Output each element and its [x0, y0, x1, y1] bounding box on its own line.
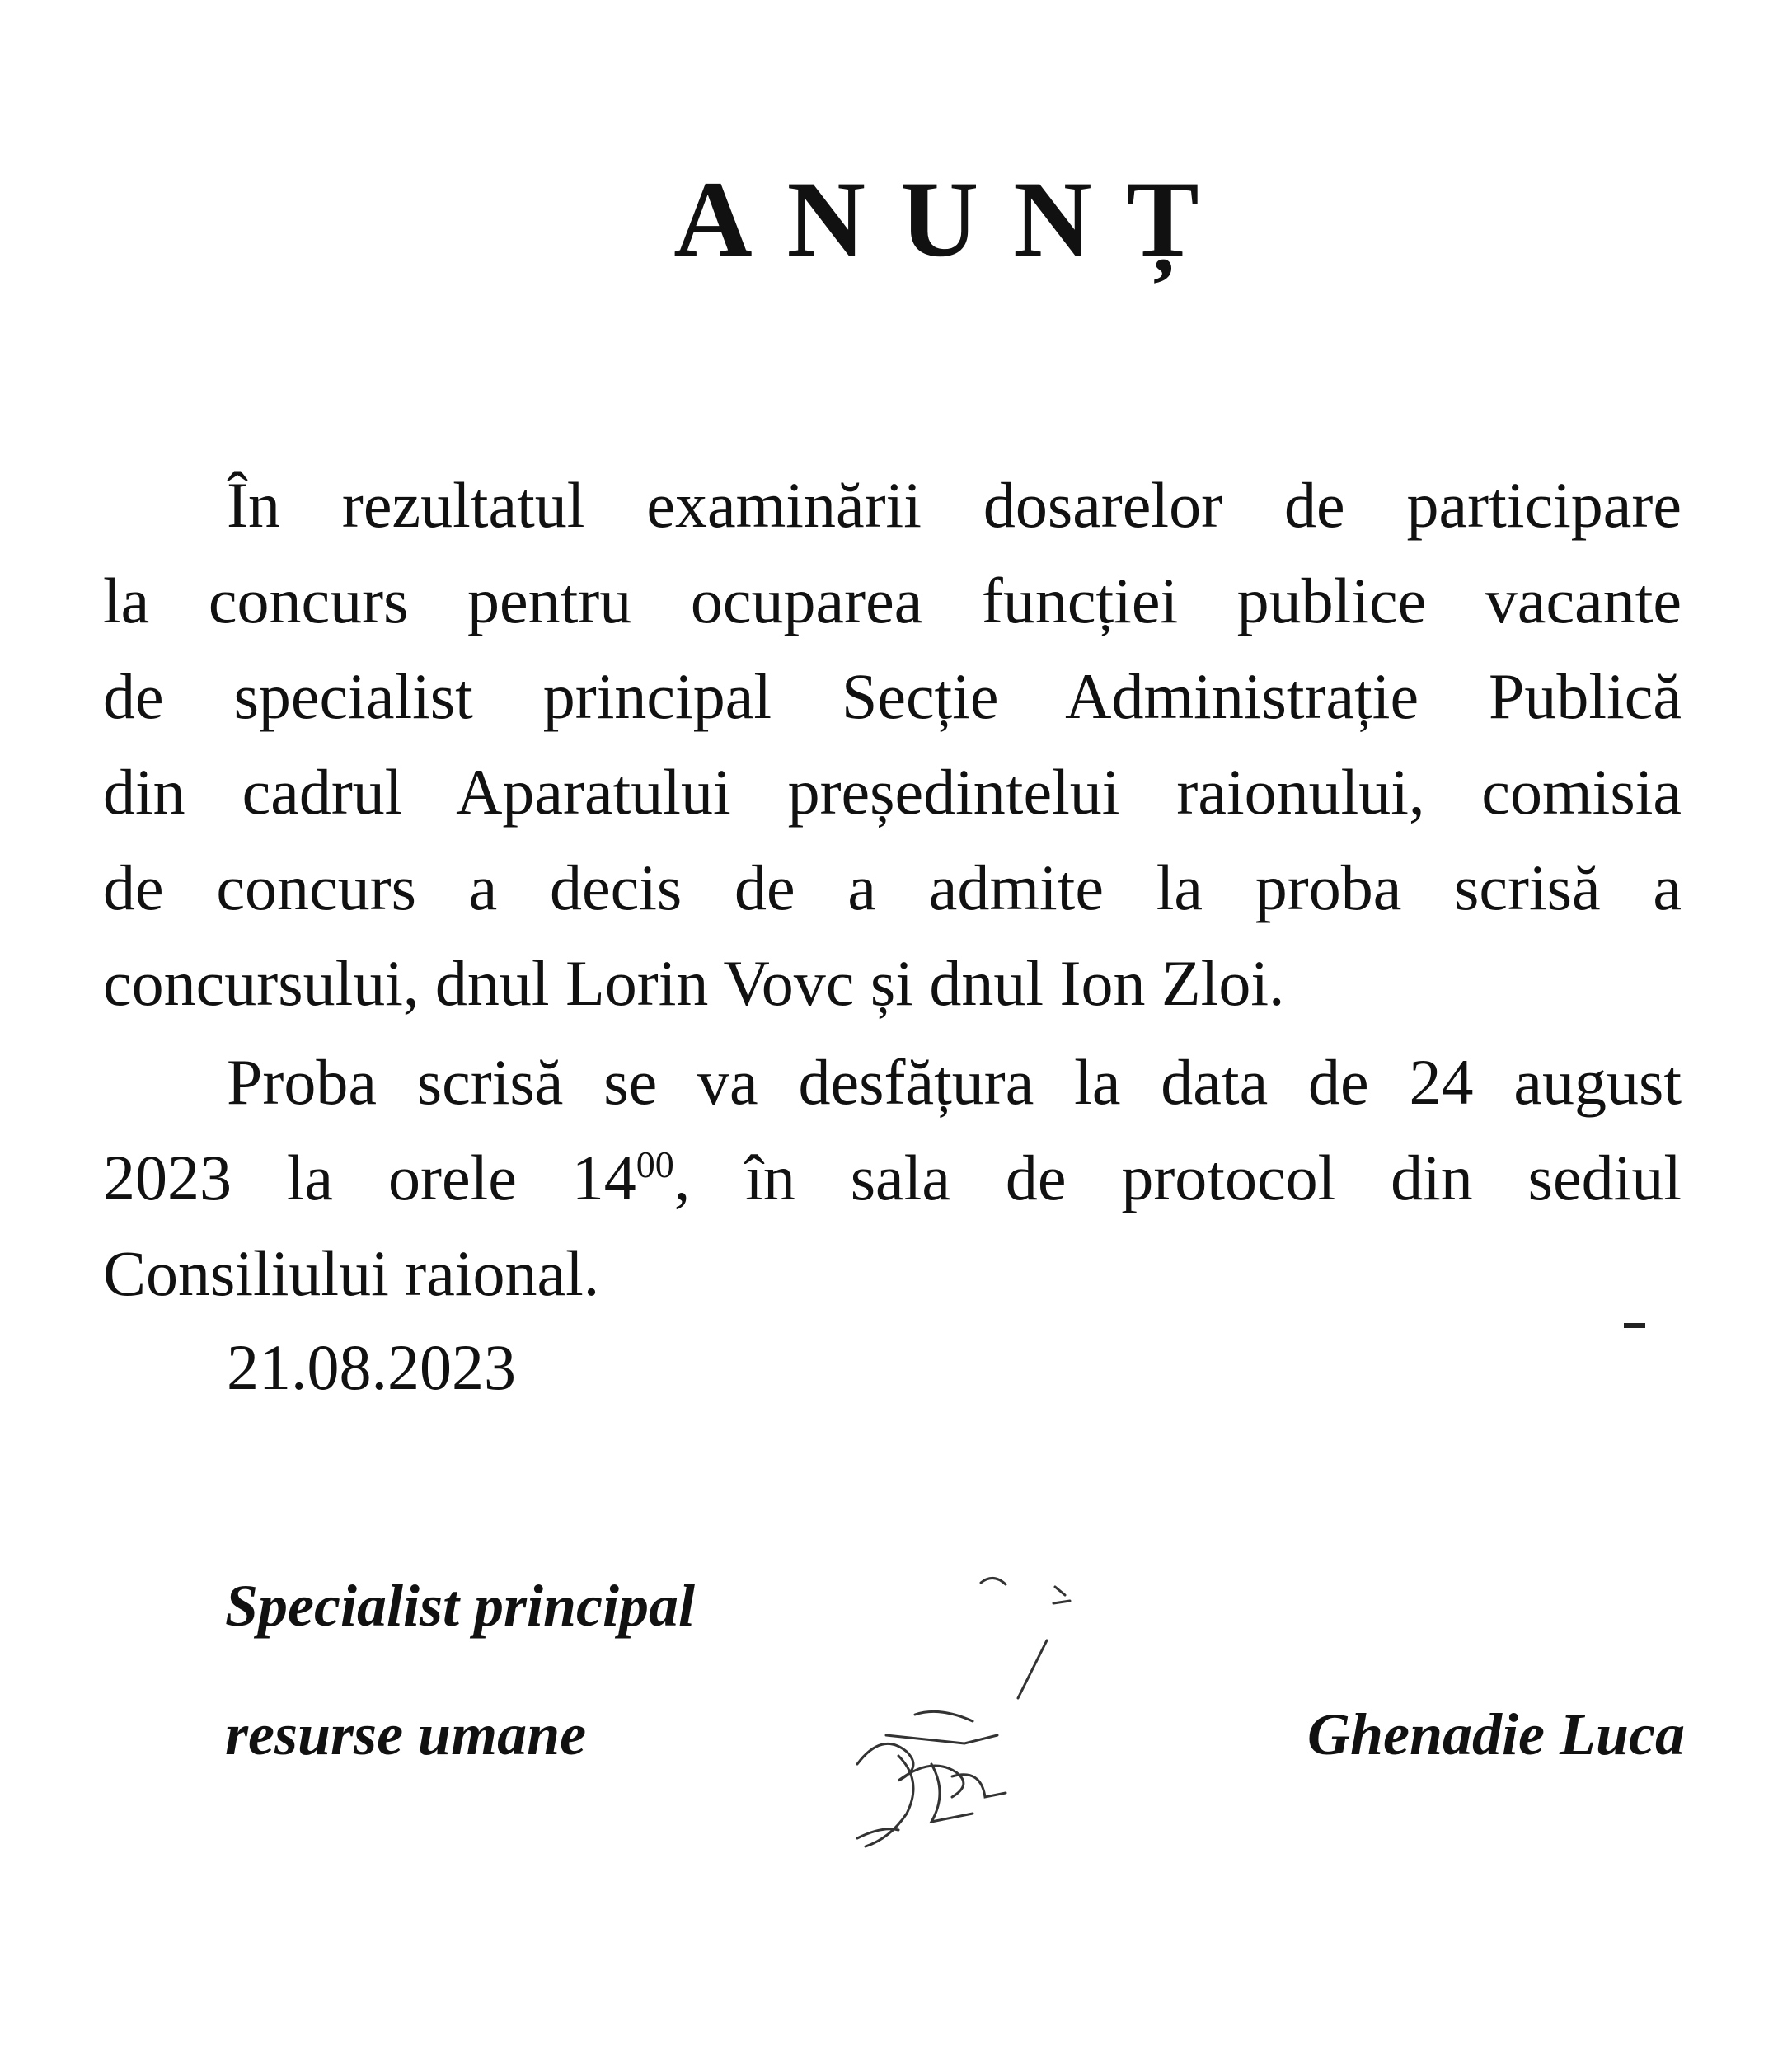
exam-time-minutes: 00 — [636, 1143, 674, 1185]
paragraph-line: În rezultatul examinării dosarelor de participare — [227, 469, 1682, 541]
signatory-position-line2: resurse umane — [225, 1701, 587, 1767]
handwritten-signature — [808, 1566, 1121, 1863]
signatory-position-line1: Specialist principal — [225, 1573, 696, 1639]
paragraph-admission — [103, 458, 1682, 1031]
paragraph-line — [103, 1130, 1682, 1226]
paragraph-line: la concurs pentru ocuparea funcției publice vacante — [103, 565, 1682, 636]
paragraph-line: de specialist principal Secție Administrație Publică — [103, 660, 1682, 732]
paragraph-line: concursului, dnul Lorin Vovc și dnul Ion Zloi. — [103, 947, 1285, 1019]
paragraph-exam-schedule — [103, 1035, 1682, 1321]
document-title: ANUNȚ — [673, 158, 1234, 279]
exam-date-text: 2023 la orele 14 — [103, 1142, 636, 1213]
scan-speck — [1624, 1323, 1645, 1328]
exam-location-text: , în sala de protocol din sediul — [673, 1142, 1682, 1213]
paragraph-line: din cadrul Aparatului președintelui raionului, comisia — [103, 756, 1682, 828]
paragraph-line: de concurs a decis de a admite la proba scrisă a — [103, 852, 1682, 923]
document-date: 21.08.2023 — [227, 1331, 516, 1403]
paragraph-line: Proba scrisă se va desfățura la data de 24 august — [227, 1046, 1682, 1118]
signatory-name: Ghenadie Luca — [1307, 1701, 1685, 1767]
paragraph-line: Consiliului raional. — [103, 1237, 600, 1309]
